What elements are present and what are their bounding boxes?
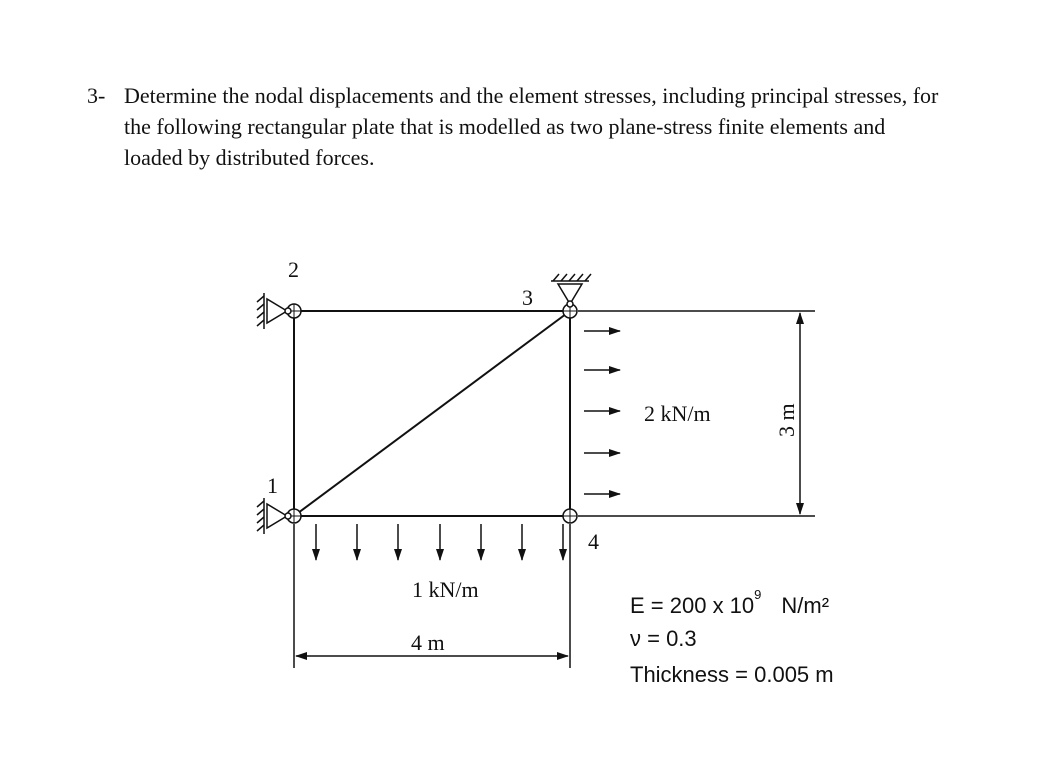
element-divider-diagonal xyxy=(294,311,570,516)
right-distributed-load xyxy=(584,331,620,494)
node-label-4: 4 xyxy=(588,529,599,554)
youngs-modulus-value: E = 200 x 10 xyxy=(630,593,755,618)
bottom-load-label: 1 kN/m xyxy=(412,577,479,602)
node-label-1: 1 xyxy=(267,473,278,498)
pin-support-node-3 xyxy=(551,274,591,307)
node-label-3: 3 xyxy=(522,285,533,310)
height-dimension-label: 3 m xyxy=(774,403,799,437)
node-4-marker xyxy=(563,509,577,523)
thickness: Thickness = 0.005 m xyxy=(630,662,834,687)
pin-support-node-1 xyxy=(257,498,291,534)
node-label-2: 2 xyxy=(288,257,299,282)
bottom-distributed-load xyxy=(316,524,563,560)
problem-line-2: the following rectangular plate that is modelled as two plane-stress finite elements and xyxy=(124,114,886,139)
youngs-modulus-exponent: 9 xyxy=(754,587,762,602)
youngs-modulus xyxy=(630,587,829,618)
youngs-modulus-unit: N/m² xyxy=(781,593,830,618)
problem-line-3: loaded by distributed forces. xyxy=(124,145,375,170)
width-dimension-label: 4 m xyxy=(411,630,445,655)
problem-number: 3- xyxy=(87,83,106,108)
poisson-ratio: ν = 0.3 xyxy=(630,626,697,651)
problem-line-1: Determine the nodal displacements and the element stresses, including principal stresses, for xyxy=(124,83,939,108)
pin-support-node-2 xyxy=(257,293,291,329)
right-load-label: 2 kN/m xyxy=(644,401,711,426)
